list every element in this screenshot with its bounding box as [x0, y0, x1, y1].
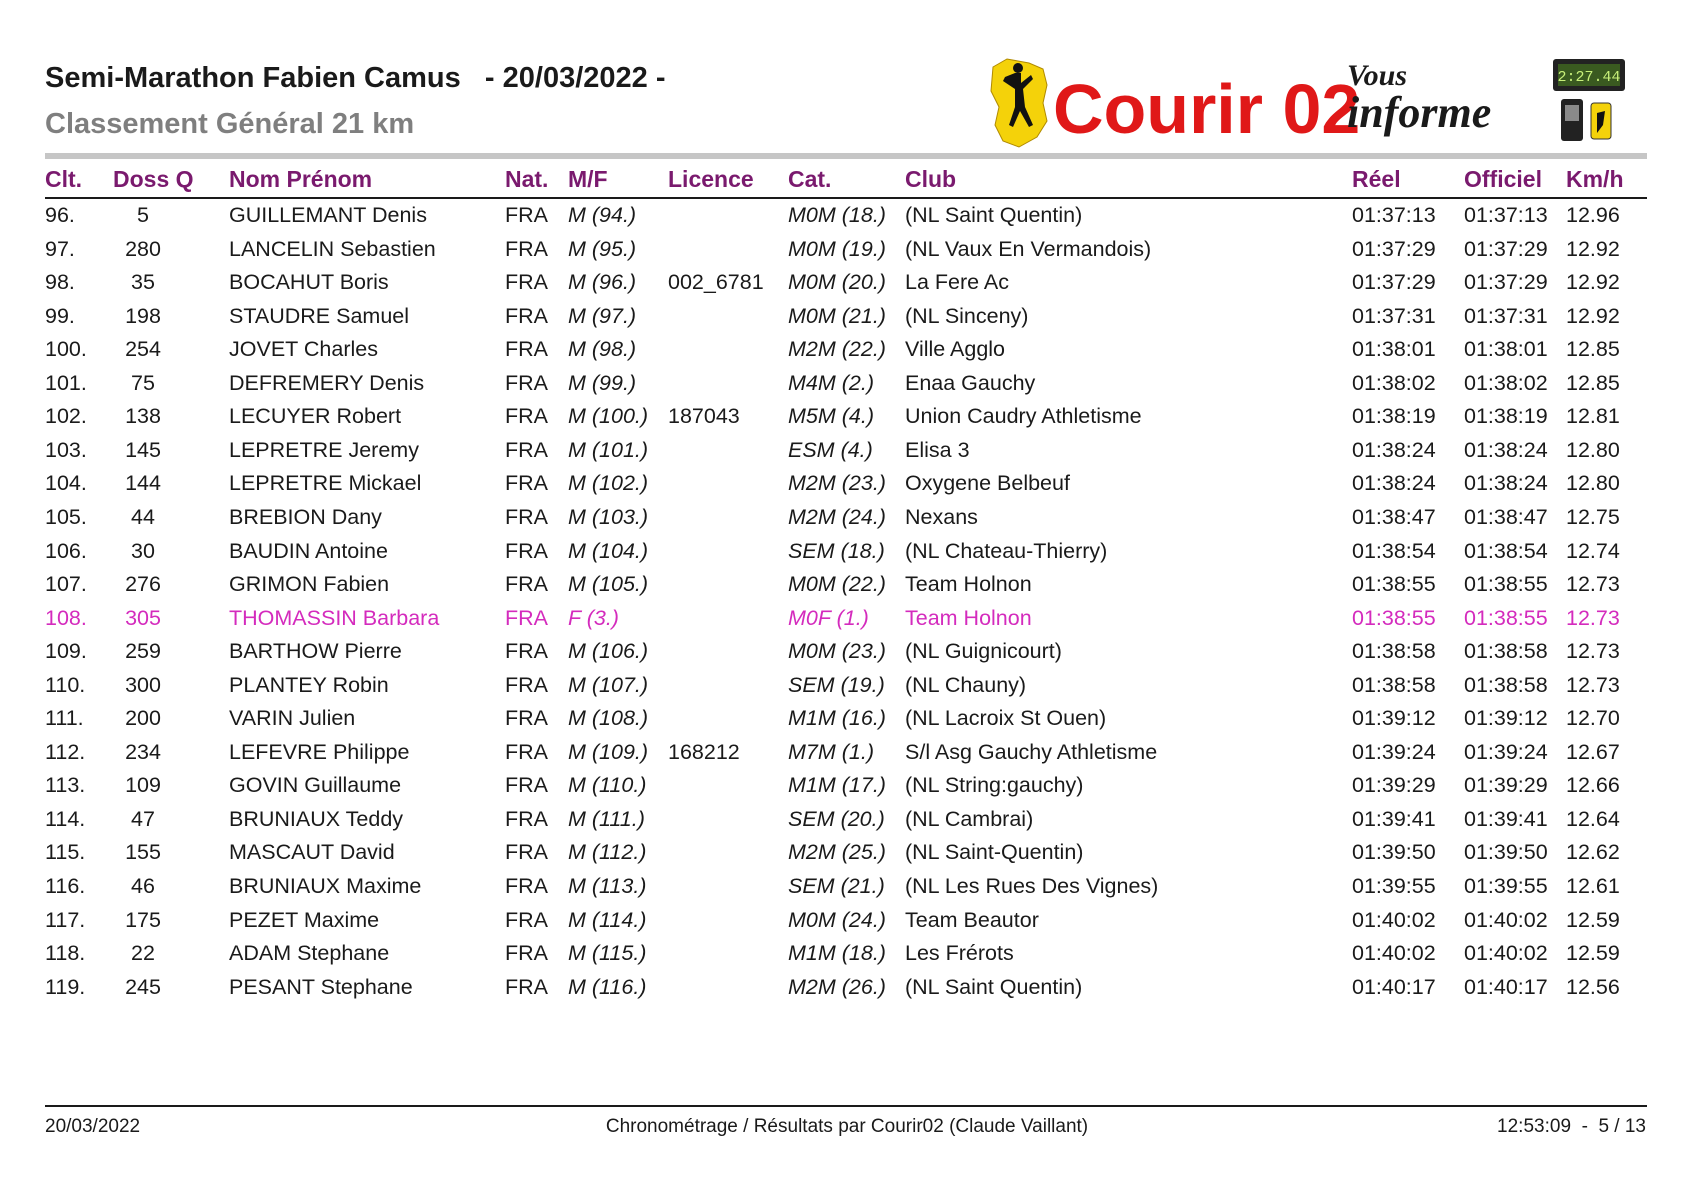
- cell-club: Oxygene Belbeuf: [905, 471, 1070, 496]
- cell-reel: 01:39:12: [1352, 706, 1436, 731]
- cell-clt: 108.: [45, 605, 87, 630]
- cell-officiel: 01:40:02: [1464, 941, 1548, 966]
- runner-map-icon: [991, 59, 1047, 147]
- cell-nat: FRA: [505, 337, 548, 362]
- cell-mf: M (108.): [568, 706, 649, 731]
- cell-reel: 01:40:02: [1352, 941, 1436, 966]
- footer-date: 20/03/2022: [45, 1116, 141, 1137]
- cell-kmh: 12.80: [1566, 471, 1620, 496]
- cell-nom: LEFEVRE Philippe: [229, 739, 410, 764]
- col-officiel: Officiel: [1464, 166, 1542, 192]
- cell-club: La Fere Ac: [905, 270, 1009, 295]
- cell-mf: M (103.): [568, 504, 649, 529]
- cell-nom: DEFREMERY Denis: [229, 370, 425, 395]
- cell-club: Nexans: [905, 504, 978, 529]
- cell-kmh: 12.59: [1566, 941, 1620, 966]
- stopwatch-icon: [1553, 59, 1625, 91]
- cell-kmh: 12.74: [1566, 538, 1620, 563]
- cell-nom: MASCAUT David: [229, 840, 395, 865]
- cell-clt: 100.: [45, 337, 87, 362]
- cell-club: (NL Sinceny): [905, 303, 1029, 328]
- cell-club: Enaa Gauchy: [905, 370, 1036, 395]
- cell-cat: M1M (18.): [788, 941, 886, 966]
- footer-credit: Chronométrage / Résultats par Courir02 (Claude Vaillant): [605, 1116, 1089, 1137]
- cell-nom: GUILLEMANT Denis: [229, 203, 427, 227]
- cell-mf: M (98.): [568, 337, 637, 362]
- cell-doss: 30: [131, 538, 155, 563]
- cell-officiel: 01:38:02: [1464, 370, 1548, 395]
- cell-nom: BREBION Dany: [229, 504, 382, 529]
- cell-club: (NL Saint-Quentin): [905, 840, 1084, 865]
- cell-kmh: 12.92: [1566, 270, 1620, 295]
- cell-nat: FRA: [505, 806, 548, 831]
- cell-nat: FRA: [505, 840, 548, 865]
- cell-kmh: 12.73: [1566, 605, 1620, 630]
- cell-cat: M1M (17.): [788, 773, 886, 798]
- cell-clt: 111.: [45, 706, 84, 731]
- cell-officiel: 01:39:29: [1464, 773, 1548, 798]
- cell-clt: 115.: [45, 840, 86, 865]
- cell-cat: M7M (1.): [788, 739, 874, 764]
- cell-reel: 01:40:17: [1352, 974, 1436, 999]
- cell-licence: 187043: [668, 404, 740, 429]
- cell-clt: 112.: [45, 739, 86, 764]
- cell-clt: 114.: [45, 806, 86, 831]
- cell-kmh: 12.73: [1566, 639, 1620, 664]
- cell-doss: 138: [125, 404, 161, 429]
- cell-reel: 01:38:19: [1352, 404, 1436, 429]
- cell-clt: 105.: [45, 504, 87, 529]
- footer-rule: [45, 1105, 1647, 1107]
- cell-nom: BARTHOW Pierre: [229, 639, 402, 664]
- table-row: [0, 773, 1684, 809]
- cell-cat: M2M (23.): [788, 471, 886, 496]
- cell-doss: 245: [125, 974, 161, 999]
- cell-doss: 144: [125, 471, 161, 496]
- cell-doss: 198: [125, 303, 161, 328]
- table-row: [0, 908, 1684, 944]
- cell-nom: BRUNIAUX Maxime: [229, 874, 422, 898]
- col-kmh: Km/h: [1566, 166, 1624, 192]
- cell-reel: 01:37:31: [1352, 303, 1436, 328]
- cell-nat: FRA: [505, 706, 548, 731]
- cell-clt: 99.: [45, 303, 75, 328]
- cell-clt: 103.: [45, 437, 87, 462]
- cell-doss: 75: [131, 370, 155, 395]
- cell-clt: 106.: [45, 538, 87, 563]
- stopwatch-display: 2:27.44: [1557, 69, 1621, 86]
- cell-cat: M0M (24.): [788, 907, 886, 932]
- table-row: [0, 337, 1684, 373]
- cell-kmh: 12.66: [1566, 773, 1620, 798]
- table-row: [0, 237, 1684, 273]
- cell-cat: M2M (25.): [788, 840, 886, 865]
- cell-reel: 01:39:55: [1352, 874, 1436, 898]
- col-mf: M/F: [568, 166, 608, 192]
- cell-kmh: 12.73: [1566, 672, 1620, 697]
- cell-club: (NL String:gauchy): [905, 773, 1084, 798]
- cell-cat: SEM (21.): [788, 874, 885, 898]
- cell-kmh: 12.85: [1566, 370, 1620, 395]
- cell-officiel: 01:39:55: [1464, 874, 1548, 898]
- cell-nom: BRUNIAUX Teddy: [229, 806, 404, 831]
- cell-doss: 276: [125, 572, 161, 597]
- cell-doss: 259: [125, 639, 161, 664]
- cell-club: (NL Guignicourt): [905, 639, 1062, 664]
- cell-cat: M0M (18.): [788, 203, 886, 227]
- cell-club: Union Caudry Athletisme: [905, 404, 1142, 429]
- cell-club: Elisa 3: [905, 437, 970, 462]
- cell-clt: 96.: [45, 203, 75, 227]
- cell-cat: M0M (23.): [788, 639, 886, 664]
- col-licence: Licence: [668, 166, 754, 192]
- cell-nat: FRA: [505, 303, 548, 328]
- cell-doss: 5: [137, 203, 149, 227]
- cell-reel: 01:39:29: [1352, 773, 1436, 798]
- table-row: [0, 304, 1684, 340]
- cell-reel: 01:38:47: [1352, 504, 1436, 529]
- cell-reel: 01:38:55: [1352, 605, 1436, 630]
- table-row: [0, 203, 1684, 239]
- cell-club: (NL Saint Quentin): [905, 203, 1083, 227]
- cell-nom: GOVIN Guillaume: [229, 773, 402, 798]
- cell-nat: FRA: [505, 203, 548, 227]
- col-club: Club: [905, 166, 957, 192]
- cell-mf: M (96.): [568, 270, 637, 295]
- cell-clt: 110.: [45, 672, 86, 697]
- cell-doss: 175: [125, 907, 161, 932]
- table-row: [0, 606, 1684, 642]
- logo-tagline-vous: Vous: [1347, 59, 1408, 92]
- table-row: [0, 471, 1684, 507]
- cell-cat: M2M (24.): [788, 504, 886, 529]
- cell-mf: M (102.): [568, 471, 649, 496]
- cell-officiel: 01:40:17: [1464, 974, 1548, 999]
- cell-club: (NL Saint Quentin): [905, 974, 1083, 999]
- table-row: [0, 673, 1684, 709]
- cell-nat: FRA: [505, 639, 548, 664]
- cell-reel: 01:38:55: [1352, 572, 1436, 597]
- cell-mf: M (106.): [568, 639, 649, 664]
- table-row: [0, 572, 1684, 608]
- cell-reel: 01:39:24: [1352, 739, 1436, 764]
- cell-clt: 107.: [45, 572, 87, 597]
- cell-cat: ESM (4.): [788, 437, 873, 462]
- cell-doss: 234: [125, 739, 161, 764]
- cell-nom: BAUDIN Antoine: [229, 538, 388, 563]
- cell-cat: M0F (1.): [788, 605, 869, 630]
- cell-club: Team Beautor: [905, 907, 1039, 932]
- cell-mf: M (111.): [568, 806, 645, 831]
- cell-nom: LECUYER Robert: [229, 404, 402, 429]
- cell-nat: FRA: [505, 672, 548, 697]
- cell-nat: FRA: [505, 907, 548, 932]
- cell-kmh: 12.75: [1566, 504, 1620, 529]
- cell-nom: PESANT Stephane: [229, 974, 413, 999]
- cell-doss: 35: [131, 270, 155, 295]
- cell-nat: FRA: [505, 572, 548, 597]
- cell-club: (NL Cambrai): [905, 806, 1034, 831]
- cell-cat: SEM (20.): [788, 806, 885, 831]
- table-row: [0, 639, 1684, 675]
- page-title: Semi-Marathon Fabien Camus - 20/03/2022 -: [45, 62, 666, 94]
- cell-doss: 200: [125, 706, 161, 731]
- cell-officiel: 01:38:55: [1464, 572, 1548, 597]
- cell-cat: M0M (21.): [788, 303, 886, 328]
- cell-doss: 46: [131, 874, 155, 898]
- cell-doss: 254: [125, 337, 161, 362]
- courir02-logo: [985, 55, 1635, 155]
- cell-reel: 01:37:29: [1352, 270, 1436, 295]
- cell-officiel: 01:39:41: [1464, 806, 1548, 831]
- cell-mf: M (97.): [568, 303, 637, 328]
- phone-icon: [1561, 99, 1611, 141]
- cell-kmh: 12.67: [1566, 739, 1620, 764]
- cell-mf: M (107.): [568, 672, 649, 697]
- cell-cat: M5M (4.): [788, 404, 874, 429]
- table-header-rule: [45, 197, 1647, 199]
- cell-kmh: 12.59: [1566, 907, 1620, 932]
- table-row: [0, 740, 1684, 776]
- cell-mf: M (109.): [568, 739, 649, 764]
- cell-mf: M (99.): [568, 370, 637, 395]
- col-nom: Nom Prénom: [229, 166, 373, 192]
- cell-club: Team Holnon: [905, 605, 1032, 630]
- cell-clt: 104.: [45, 471, 87, 496]
- cell-officiel: 01:37:29: [1464, 270, 1548, 295]
- cell-reel: 01:38:58: [1352, 639, 1436, 664]
- cell-officiel: 01:38:55: [1464, 605, 1548, 630]
- logo-wordmark: Courir 02: [1053, 70, 1361, 148]
- cell-kmh: 12.92: [1566, 303, 1620, 328]
- cell-mf: M (101.): [568, 437, 649, 462]
- cell-nom: PLANTEY Robin: [229, 672, 389, 697]
- cell-cat: SEM (19.): [788, 672, 885, 697]
- cell-clt: 119.: [45, 974, 86, 999]
- cell-reel: 01:38:02: [1352, 370, 1436, 395]
- cell-reel: 01:38:54: [1352, 538, 1436, 563]
- cell-officiel: 01:38:01: [1464, 337, 1548, 362]
- cell-mf: M (114.): [568, 907, 647, 932]
- col-doss: Doss Q: [113, 166, 194, 192]
- cell-nat: FRA: [505, 974, 548, 999]
- cell-club: (NL Chateau-Thierry): [905, 538, 1108, 563]
- cell-clt: 101.: [45, 370, 87, 395]
- cell-doss: 155: [125, 840, 161, 865]
- cell-cat: M0M (22.): [788, 572, 886, 597]
- cell-mf: M (100.): [568, 404, 649, 429]
- table-row: [0, 706, 1684, 742]
- cell-reel: 01:38:24: [1352, 471, 1436, 496]
- cell-clt: 116.: [45, 874, 86, 898]
- cell-officiel: 01:38:24: [1464, 471, 1548, 496]
- cell-nat: FRA: [505, 236, 548, 261]
- cell-nom: VARIN Julien: [229, 706, 356, 731]
- cell-reel: 01:38:58: [1352, 672, 1436, 697]
- cell-clt: 97.: [45, 236, 75, 261]
- cell-club: (NL Lacroix St Ouen): [905, 706, 1107, 731]
- col-clt: Clt.: [45, 166, 83, 192]
- cell-mf: F (3.): [568, 605, 619, 630]
- cell-officiel: 01:39:24: [1464, 739, 1548, 764]
- cell-cat: SEM (18.): [788, 538, 885, 563]
- cell-nat: FRA: [505, 471, 548, 496]
- cell-officiel: 01:37:31: [1464, 303, 1548, 328]
- table-row: [0, 371, 1684, 407]
- table-row: [0, 539, 1684, 575]
- cell-nat: FRA: [505, 605, 548, 630]
- cell-cat: M4M (2.): [788, 370, 874, 395]
- logo-tagline-informe: informe: [1347, 88, 1492, 137]
- cell-kmh: 12.70: [1566, 706, 1620, 731]
- cell-licence: 168212: [668, 739, 740, 764]
- cell-nom: ADAM Stephane: [229, 941, 390, 966]
- cell-mf: M (95.): [568, 236, 637, 261]
- cell-nat: FRA: [505, 270, 548, 295]
- cell-doss: 280: [125, 236, 161, 261]
- header-rule: [45, 153, 1647, 159]
- page-subtitle: Classement Général 21 km: [45, 108, 415, 140]
- cell-clt: 118.: [45, 941, 86, 966]
- cell-club: S/l Asg Gauchy Athletisme: [905, 739, 1158, 764]
- cell-kmh: 12.56: [1566, 974, 1620, 999]
- cell-officiel: 01:37:13: [1464, 203, 1548, 227]
- cell-nom: PEZET Maxime: [229, 907, 380, 932]
- cell-officiel: 01:40:02: [1464, 907, 1548, 932]
- cell-reel: 01:40:02: [1352, 907, 1436, 932]
- cell-kmh: 12.61: [1566, 874, 1620, 898]
- cell-clt: 117.: [45, 907, 86, 932]
- cell-reel: 01:37:29: [1352, 236, 1436, 261]
- cell-doss: 109: [125, 773, 161, 798]
- cell-club: (NL Chauny): [905, 672, 1027, 697]
- cell-nom: LANCELIN Sebastien: [229, 236, 436, 261]
- cell-cat: M2M (26.): [788, 974, 886, 999]
- table-header: [0, 166, 1684, 198]
- cell-kmh: 12.64: [1566, 806, 1620, 831]
- cell-kmh: 12.96: [1566, 203, 1620, 227]
- col-cat: Cat.: [788, 166, 832, 192]
- cell-club: Les Frérots: [905, 941, 1014, 966]
- table-row: [0, 404, 1684, 440]
- cell-nat: FRA: [505, 404, 548, 429]
- cell-mf: M (110.): [568, 773, 647, 798]
- cell-reel: 01:38:01: [1352, 337, 1436, 362]
- cell-doss: 300: [125, 672, 161, 697]
- col-reel: Réel: [1352, 166, 1401, 192]
- cell-officiel: 01:38:47: [1464, 504, 1548, 529]
- cell-officiel: 01:38:24: [1464, 437, 1548, 462]
- cell-doss: 44: [131, 504, 155, 529]
- cell-licence: 002_6781: [668, 270, 764, 295]
- table-row: [0, 840, 1684, 876]
- cell-kmh: 12.81: [1566, 404, 1620, 429]
- cell-nom: JOVET Charles: [229, 337, 378, 362]
- cell-nat: FRA: [505, 437, 548, 462]
- cell-nom: LEPRETRE Jeremy: [229, 437, 419, 462]
- cell-officiel: 01:38:58: [1464, 672, 1548, 697]
- cell-doss: 47: [131, 806, 155, 831]
- cell-kmh: 12.73: [1566, 572, 1620, 597]
- cell-club: (NL Les Rues Des Vignes): [905, 874, 1159, 898]
- cell-nat: FRA: [505, 874, 548, 898]
- cell-nom: THOMASSIN Barbara: [229, 605, 440, 630]
- table-row: [0, 975, 1684, 1011]
- cell-mf: M (113.): [568, 874, 647, 898]
- footer-time-page: 12:53:09 - 5 / 13: [1497, 1116, 1646, 1137]
- cell-kmh: 12.62: [1566, 840, 1620, 865]
- cell-cat: M0M (19.): [788, 236, 886, 261]
- cell-club: Team Holnon: [905, 572, 1032, 597]
- cell-nat: FRA: [505, 538, 548, 563]
- cell-nom: LEPRETRE Mickael: [229, 471, 422, 496]
- cell-kmh: 12.80: [1566, 437, 1620, 462]
- cell-nat: FRA: [505, 370, 548, 395]
- cell-cat: M1M (16.): [788, 706, 886, 731]
- cell-cat: M0M (20.): [788, 270, 886, 295]
- cell-doss: 145: [125, 437, 161, 462]
- cell-nat: FRA: [505, 773, 548, 798]
- cell-mf: M (94.): [568, 203, 637, 227]
- cell-nat: FRA: [505, 941, 548, 966]
- cell-kmh: 12.92: [1566, 236, 1620, 261]
- cell-reel: 01:39:41: [1352, 806, 1436, 831]
- table-row: [0, 874, 1684, 910]
- cell-mf: M (104.): [568, 538, 649, 563]
- cell-mf: M (115.): [568, 941, 647, 966]
- cell-reel: 01:38:24: [1352, 437, 1436, 462]
- cell-officiel: 01:39:12: [1464, 706, 1548, 731]
- cell-club: (NL Vaux En Vermandois): [905, 236, 1152, 261]
- table-row: [0, 438, 1684, 474]
- cell-nom: BOCAHUT Boris: [229, 270, 389, 295]
- table-row: [0, 505, 1684, 541]
- cell-clt: 113.: [45, 773, 86, 798]
- cell-mf: M (105.): [568, 572, 649, 597]
- cell-nat: FRA: [505, 504, 548, 529]
- cell-officiel: 01:38:19: [1464, 404, 1548, 429]
- cell-officiel: 01:38:58: [1464, 639, 1548, 664]
- cell-officiel: 01:38:54: [1464, 538, 1548, 563]
- cell-mf: M (112.): [568, 840, 647, 865]
- table-row: [0, 807, 1684, 843]
- cell-doss: 305: [125, 605, 161, 630]
- cell-club: Ville Agglo: [905, 337, 1006, 362]
- cell-clt: 102.: [45, 404, 87, 429]
- cell-officiel: 01:37:29: [1464, 236, 1548, 261]
- cell-cat: M2M (22.): [788, 337, 886, 362]
- table-row: [0, 270, 1684, 306]
- col-nat: Nat.: [505, 166, 549, 192]
- cell-clt: 98.: [45, 270, 75, 295]
- cell-clt: 109.: [45, 639, 87, 664]
- cell-reel: 01:37:13: [1352, 203, 1436, 227]
- cell-officiel: 01:39:50: [1464, 840, 1548, 865]
- cell-kmh: 12.85: [1566, 337, 1620, 362]
- table-row: [0, 941, 1684, 977]
- cell-nom: STAUDRE Samuel: [229, 303, 410, 328]
- cell-nom: GRIMON Fabien: [229, 572, 390, 597]
- cell-mf: M (116.): [568, 974, 647, 999]
- cell-nat: FRA: [505, 739, 548, 764]
- cell-doss: 22: [131, 941, 155, 966]
- cell-reel: 01:39:50: [1352, 840, 1436, 865]
